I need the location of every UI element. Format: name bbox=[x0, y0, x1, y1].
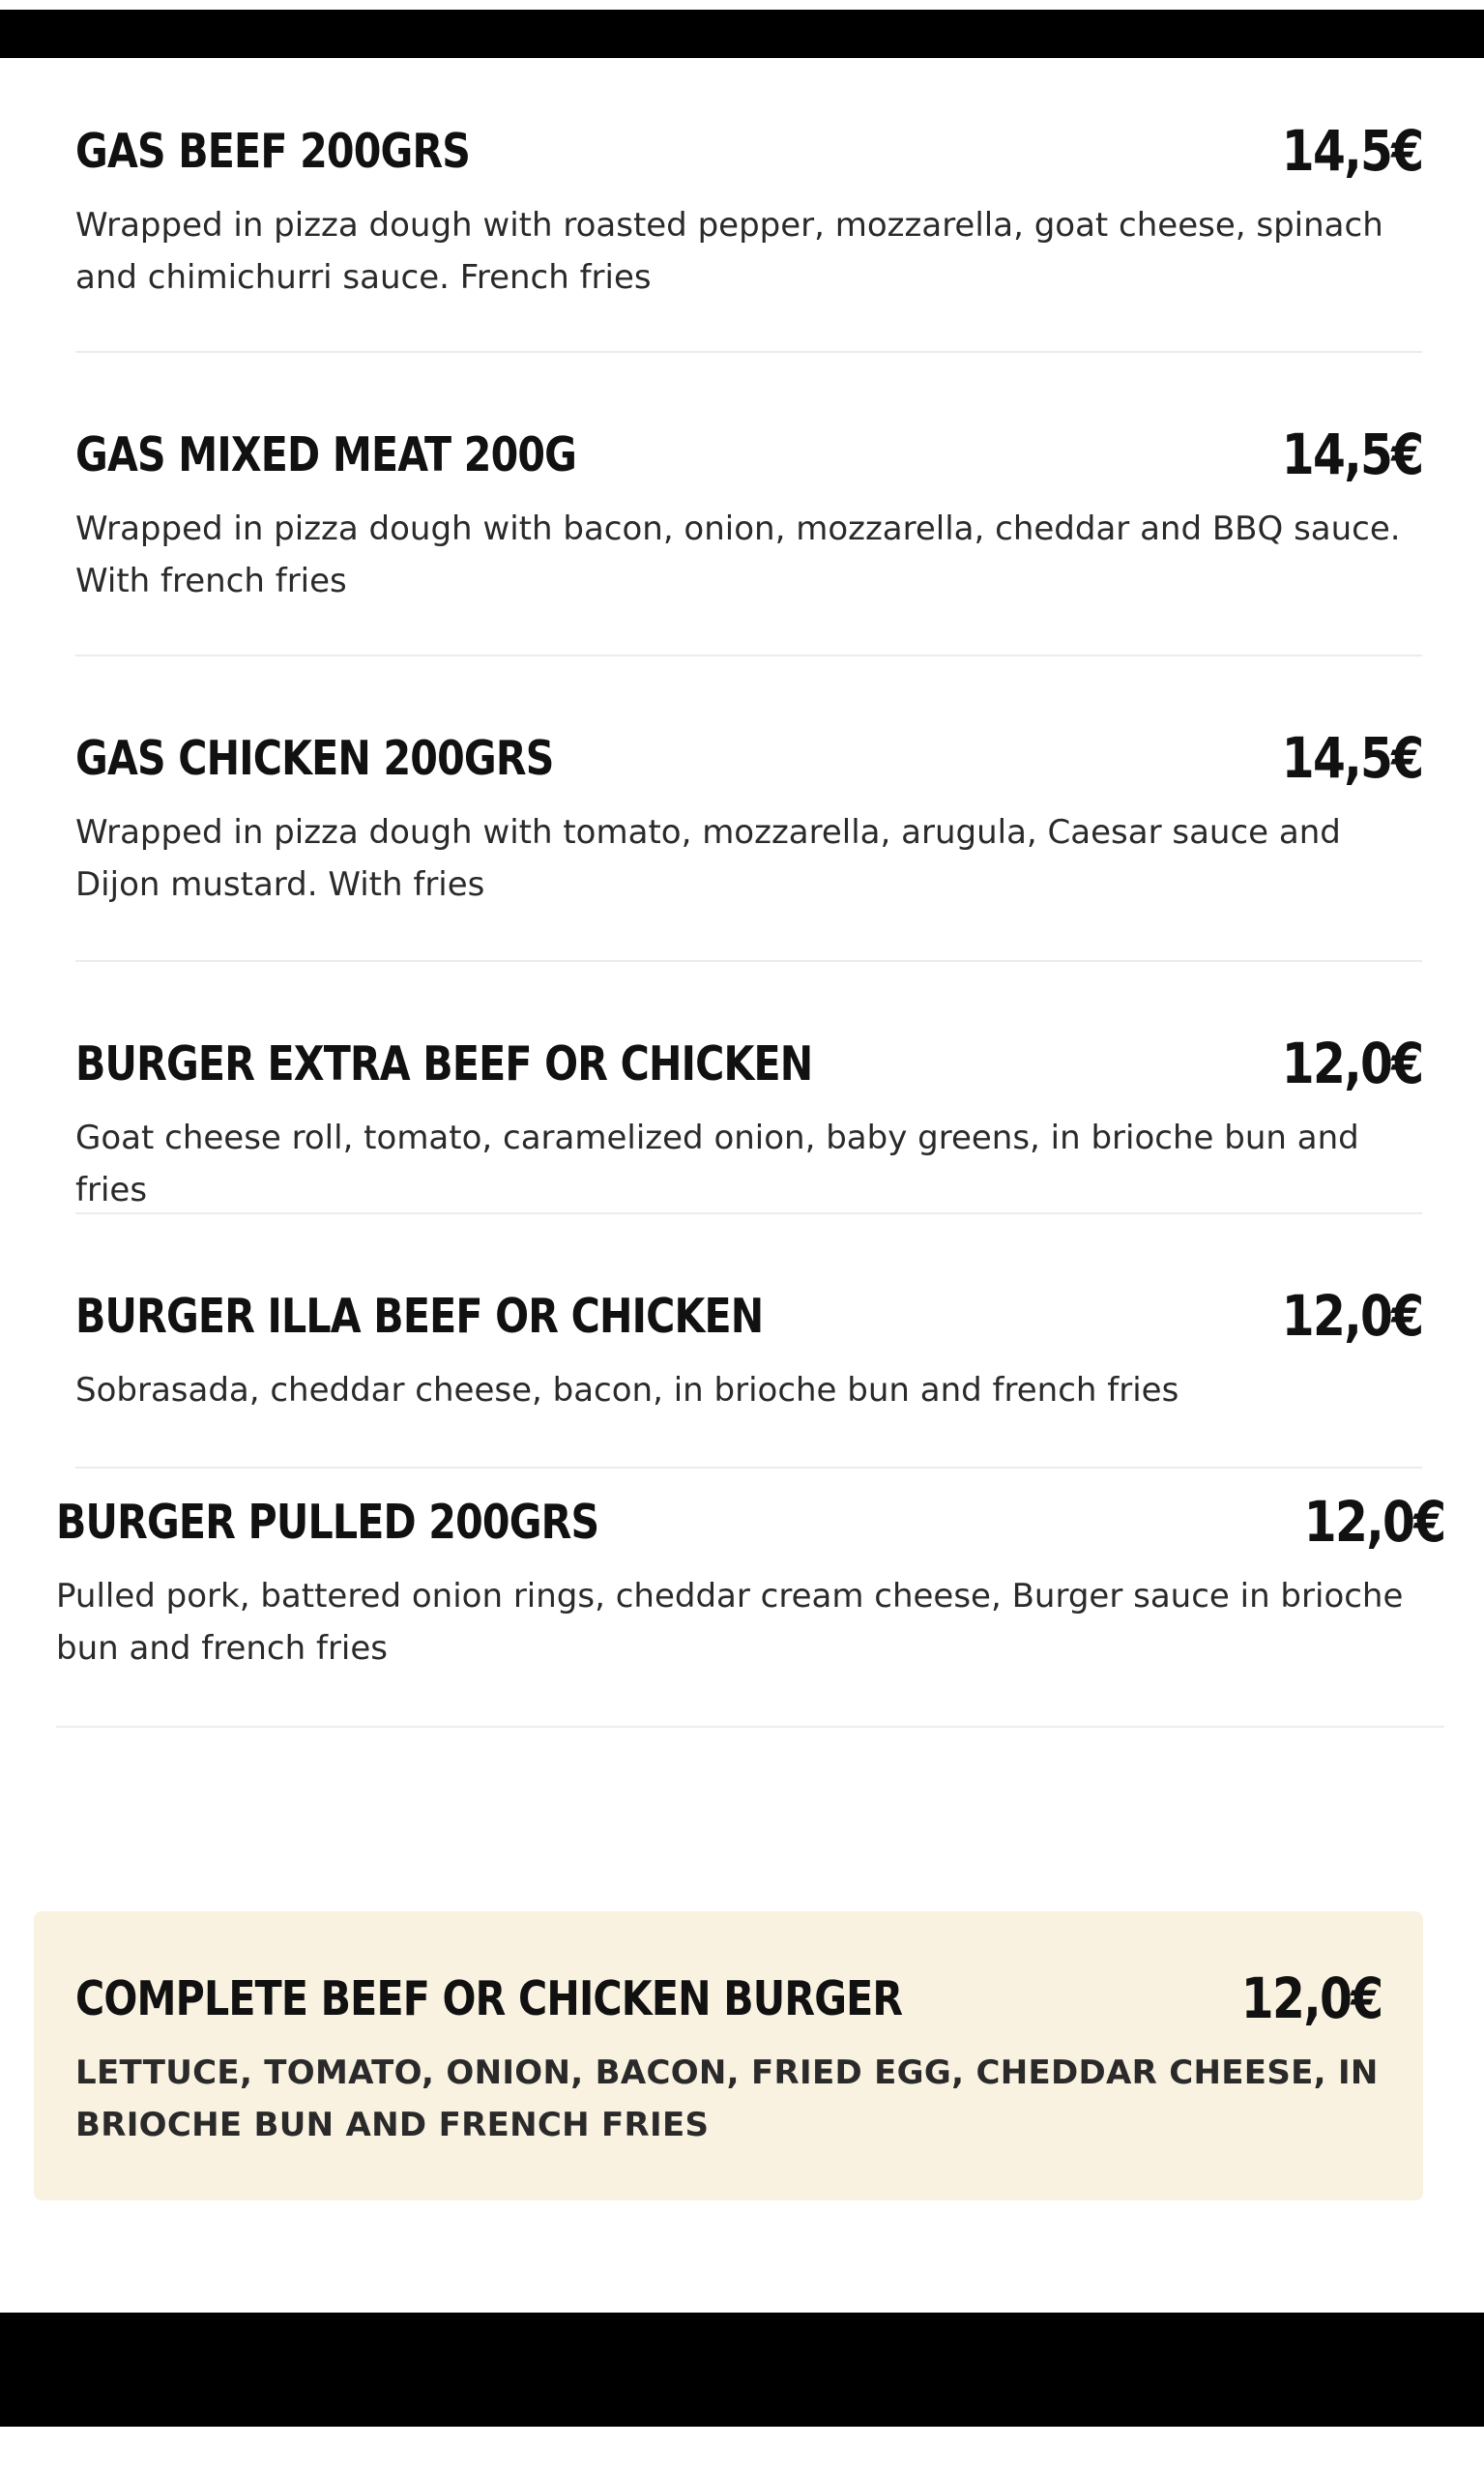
item-name: BURGER PULLED 200GRS bbox=[56, 1495, 599, 1550]
item-description: Wrapped in pizza dough with roasted pepper, mozzarella, goat cheese, spinach and chimichurri sauce. French fries bbox=[75, 206, 1383, 297]
divider bbox=[75, 1467, 1422, 1469]
featured-item-name: COMPLETE BEEF OR CHICKEN BURGER bbox=[75, 1971, 903, 2026]
item-description: Wrapped in pizza dough with tomato, mozzarella, arugula, Caesar sauce and Dijon mustard. With fries bbox=[75, 813, 1341, 904]
menu-item bbox=[75, 422, 1422, 659]
item-description: Sobrasada, cheddar cheese, bacon, in brioche bun and french fries bbox=[75, 1371, 1179, 1410]
bottom-bar bbox=[0, 2313, 1484, 2427]
featured-item-description: LETTUCE, TOMATO, ONION, BACON, FRIED EGG, CHEDDAR CHEESE, IN BRIOCHE BUN AND FRENCH FRIES bbox=[75, 2053, 1379, 2144]
menu-item bbox=[56, 1489, 1444, 1732]
featured-item bbox=[34, 1911, 1423, 2200]
menu-item bbox=[75, 1031, 1422, 1220]
item-price: 14,5€ bbox=[1281, 725, 1422, 791]
item-name: GAS MIXED MEAT 200G bbox=[75, 427, 577, 482]
divider bbox=[56, 1726, 1444, 1728]
item-price: 12,0€ bbox=[1281, 1283, 1422, 1349]
item-description: Pulled pork, battered onion rings, cheddar cream cheese, Burger sauce in brioche bun and french fries bbox=[56, 1577, 1404, 1668]
menu-item bbox=[75, 1283, 1422, 1472]
item-description: Wrapped in pizza dough with bacon, onion, mozzarella, cheddar and BBQ sauce. With french fries bbox=[75, 510, 1401, 600]
featured-item-price: 12,0€ bbox=[1240, 1965, 1382, 2031]
item-name: GAS BEEF 200GRS bbox=[75, 124, 471, 179]
item-price: 12,0€ bbox=[1303, 1489, 1444, 1555]
divider bbox=[75, 960, 1422, 962]
divider bbox=[75, 655, 1422, 656]
item-name: GAS CHICKEN 200GRS bbox=[75, 731, 554, 786]
divider bbox=[75, 1212, 1422, 1214]
menu-item bbox=[75, 118, 1422, 356]
item-price: 14,5€ bbox=[1281, 118, 1422, 184]
item-name: BURGER ILLA BEEF OR CHICKEN bbox=[75, 1289, 764, 1344]
menu-item bbox=[75, 725, 1422, 963]
item-description: Goat cheese roll, tomato, caramelized onion, baby greens, in brioche bun and fries bbox=[75, 1119, 1359, 1209]
featured-item-content bbox=[75, 1965, 1382, 2165]
item-price: 14,5€ bbox=[1281, 422, 1422, 487]
divider bbox=[75, 351, 1422, 353]
item-price: 12,0€ bbox=[1281, 1031, 1422, 1096]
item-name: BURGER EXTRA BEEF OR CHICKEN bbox=[75, 1036, 813, 1092]
top-bar bbox=[0, 10, 1484, 58]
